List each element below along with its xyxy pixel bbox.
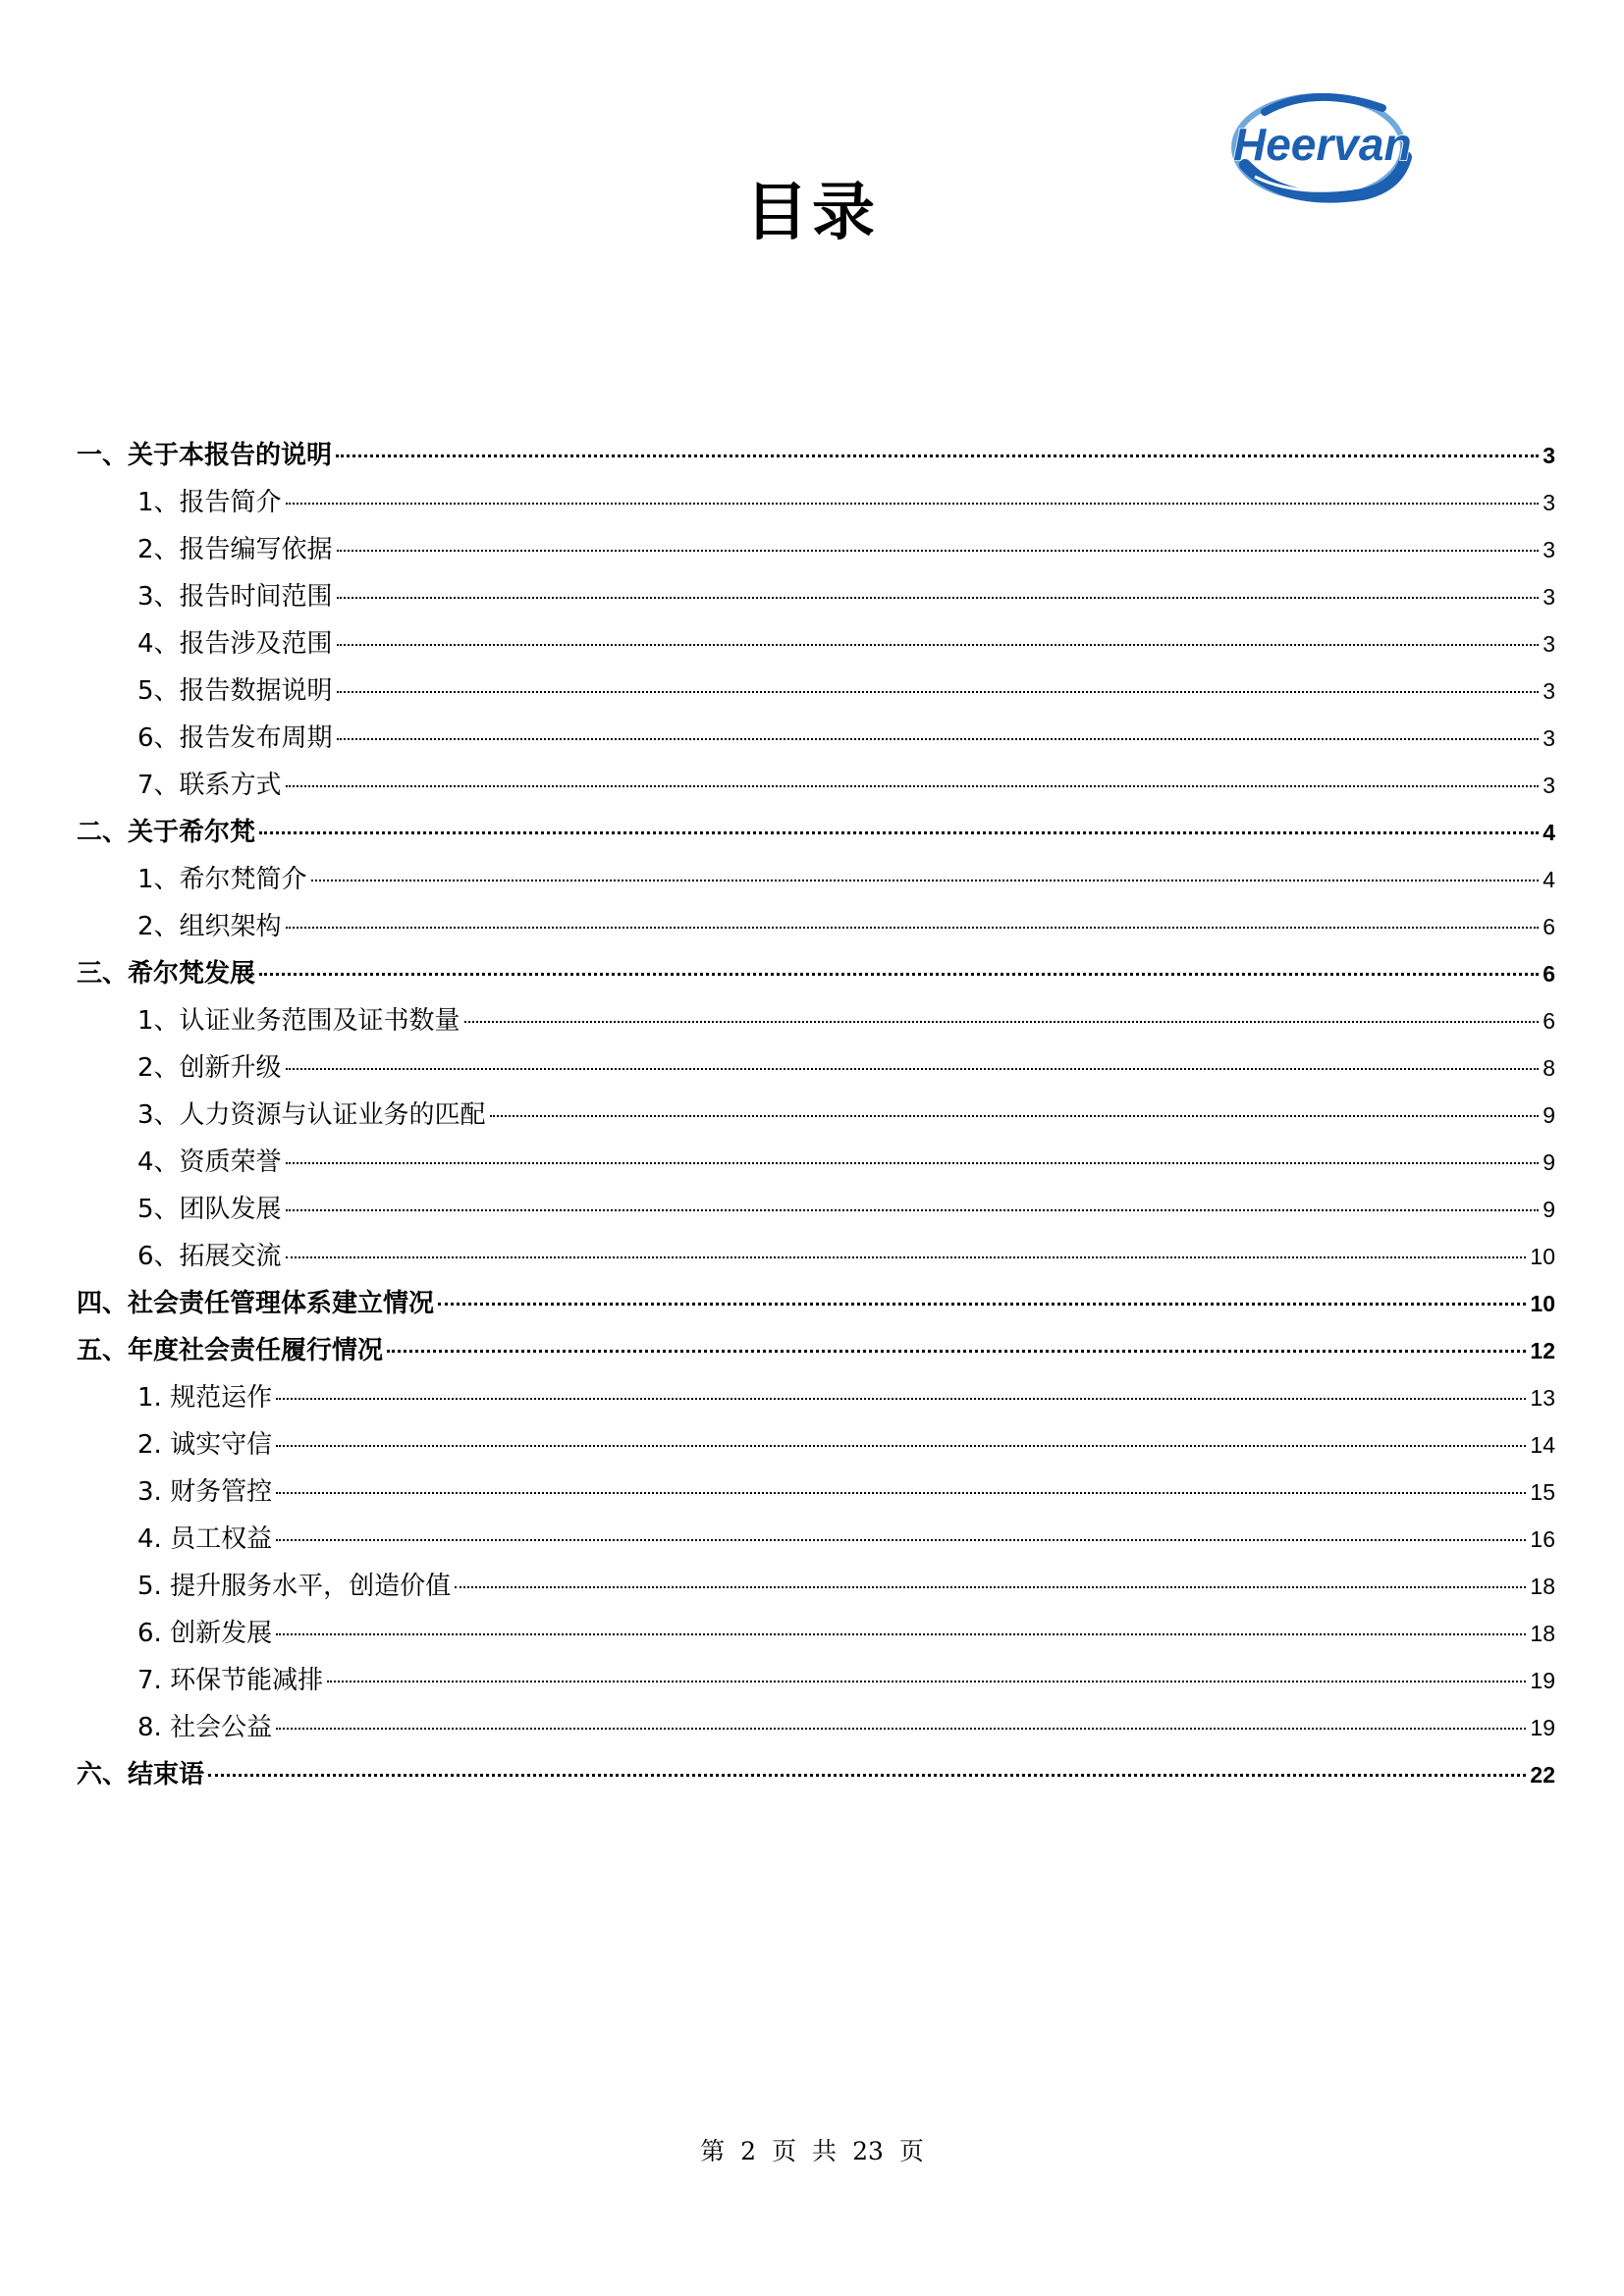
toc-entry-label: 2、创新升级: [137, 1053, 282, 1083]
toc-subsection-entry[interactable]: [77, 997, 1555, 1044]
toc-dot-leader: [259, 831, 1539, 834]
toc-dot-leader: [276, 1445, 1526, 1447]
toc-entry-page-number: 18: [1530, 1574, 1555, 1599]
toc-entry-page-number: 19: [1530, 1715, 1555, 1740]
toc-dot-leader: [286, 1209, 1540, 1211]
toc-entry-page-number: 4: [1543, 867, 1555, 892]
footer-total-word: 共: [812, 2137, 838, 2165]
toc-entry-label: 6、报告发布周期: [137, 723, 333, 753]
toc-subsection-entry[interactable]: [77, 1704, 1555, 1751]
toc-subsection-entry[interactable]: [77, 1139, 1555, 1186]
toc-section-entry[interactable]: [77, 432, 1555, 479]
toc-entry-page-number: 3: [1543, 443, 1555, 468]
toc-subsection-entry[interactable]: [77, 479, 1555, 526]
toc-entry-label: 6、拓展交流: [137, 1242, 282, 1271]
toc-entry-label: 1、希尔梵简介: [137, 865, 307, 894]
toc-entry-label: 8. 社会公益: [137, 1713, 273, 1742]
toc-dot-leader: [276, 1492, 1526, 1494]
toc-dot-leader: [464, 1021, 1540, 1023]
toc-entry-label: 7、联系方式: [137, 771, 282, 800]
toc-dot-leader: [286, 1256, 1527, 1258]
toc-entry-label: 2、组织架构: [137, 912, 282, 941]
toc-entry-page-number: 15: [1530, 1479, 1555, 1505]
footer-total-pages: 23: [852, 2137, 884, 2165]
toc-entry-page-number: 13: [1530, 1385, 1555, 1411]
toc-dot-leader: [276, 1728, 1526, 1730]
toc-entry-page-number: 3: [1543, 725, 1555, 751]
toc-entry-page-number: 6: [1543, 914, 1555, 939]
toc-subsection-entry[interactable]: [77, 1044, 1555, 1092]
toc-entry-page-number: 3: [1543, 773, 1555, 798]
toc-entry-label: 6. 创新发展: [137, 1619, 273, 1648]
toc-entry-page-number: 14: [1530, 1432, 1555, 1458]
toc-entry-label: 5、报告数据说明: [137, 676, 333, 706]
toc-subsection-entry[interactable]: [77, 762, 1555, 809]
toc-entry-page-number: 22: [1530, 1762, 1555, 1788]
toc-dot-leader: [336, 454, 1539, 457]
toc-subsection-entry[interactable]: [77, 1092, 1555, 1139]
footer-prefix: 第: [700, 2137, 726, 2165]
toc-subsection-entry[interactable]: [77, 667, 1555, 715]
footer-suffix: 页: [898, 2137, 924, 2165]
table-of-contents: [77, 432, 1555, 1798]
toc-dot-leader: [286, 1068, 1540, 1070]
toc-entry-page-number: 19: [1530, 1668, 1555, 1693]
toc-section-entry[interactable]: [77, 1327, 1555, 1374]
toc-subsection-entry[interactable]: [77, 1374, 1555, 1421]
toc-entry-page-number: 3: [1543, 490, 1555, 515]
toc-dot-leader: [387, 1350, 1526, 1353]
toc-subsection-entry[interactable]: [77, 1421, 1555, 1468]
toc-entry-page-number: 3: [1543, 584, 1555, 610]
toc-entry-page-number: 9: [1543, 1197, 1555, 1222]
toc-entry-page-number: 8: [1543, 1055, 1555, 1081]
toc-subsection-entry[interactable]: [77, 573, 1555, 620]
toc-subsection-entry[interactable]: [77, 1186, 1555, 1233]
toc-entry-page-number: 6: [1543, 1008, 1555, 1034]
footer-current-page: 2: [740, 2137, 757, 2165]
toc-dot-leader: [327, 1681, 1526, 1682]
toc-entry-label: 五、年度社会责任履行情况: [77, 1336, 384, 1365]
toc-subsection-entry[interactable]: [77, 1657, 1555, 1704]
toc-dot-leader: [455, 1586, 1526, 1588]
toc-entry-page-number: 3: [1543, 678, 1555, 704]
toc-dot-leader: [276, 1539, 1526, 1541]
toc-dot-leader: [286, 1162, 1540, 1164]
toc-entry-page-number: 12: [1530, 1338, 1555, 1363]
toc-entry-page-number: 9: [1543, 1102, 1555, 1128]
toc-entry-label: 2. 诚实守信: [137, 1430, 273, 1460]
page-footer: [0, 2132, 1624, 2171]
toc-entry-label: 7. 环保节能减排: [137, 1666, 324, 1695]
toc-dot-leader: [276, 1398, 1526, 1400]
toc-dot-leader: [276, 1633, 1526, 1635]
toc-entry-label: 六、结束语: [77, 1760, 205, 1789]
toc-entry-label: 5. 提升服务水平，创造价值: [137, 1572, 452, 1601]
toc-subsection-entry[interactable]: [77, 526, 1555, 573]
toc-subsection-entry[interactable]: [77, 1233, 1555, 1280]
toc-entry-label: 1. 规范运作: [137, 1383, 273, 1413]
toc-entry-page-number: 10: [1530, 1244, 1555, 1269]
toc-subsection-entry[interactable]: [77, 1563, 1555, 1610]
footer-page-word: 页: [772, 2137, 797, 2165]
toc-dot-leader: [286, 785, 1540, 787]
toc-subsection-entry[interactable]: [77, 1610, 1555, 1657]
toc-entry-page-number: 9: [1543, 1149, 1555, 1175]
toc-entry-label: 3、人力资源与认证业务的匹配: [137, 1100, 486, 1130]
page-title: 目录: [745, 177, 879, 249]
toc-dot-leader: [311, 880, 1540, 881]
toc-entry-label: 3、报告时间范围: [137, 582, 333, 612]
toc-entry-label: 四、社会责任管理体系建立情况: [77, 1289, 435, 1318]
logo-wordmark: Heervan: [1233, 119, 1412, 170]
toc-dot-leader: [438, 1303, 1526, 1306]
toc-dot-leader: [490, 1115, 1540, 1117]
toc-entry-label: 4、报告涉及范围: [137, 629, 333, 659]
toc-section-entry[interactable]: [77, 1751, 1555, 1798]
toc-entry-label: 一、关于本报告的说明: [77, 441, 333, 470]
toc-entry-label: 3. 财务管控: [137, 1477, 273, 1507]
toc-entry-label: 1、认证业务范围及证书数量: [137, 1006, 460, 1036]
toc-entry-label: 4、资质荣誉: [137, 1148, 282, 1177]
toc-section-entry[interactable]: [77, 1280, 1555, 1327]
toc-entry-label: 三、希尔梵发展: [77, 959, 256, 988]
toc-entry-page-number: 4: [1543, 820, 1555, 845]
toc-subsection-entry[interactable]: [77, 1468, 1555, 1516]
toc-dot-leader: [337, 550, 1540, 552]
toc-dot-leader: [337, 691, 1540, 693]
toc-entry-page-number: 16: [1530, 1526, 1555, 1552]
toc-entry-label: 2、报告编写依据: [137, 535, 333, 564]
toc-dot-leader: [286, 503, 1540, 505]
toc-dot-leader: [337, 644, 1540, 646]
toc-entry-page-number: 3: [1543, 631, 1555, 657]
toc-dot-leader: [259, 973, 1539, 976]
toc-subsection-entry[interactable]: [77, 856, 1555, 903]
toc-dot-leader: [286, 927, 1540, 929]
toc-entry-label: 4. 员工权益: [137, 1524, 273, 1554]
toc-entry-label: 5、团队发展: [137, 1195, 282, 1224]
toc-entry-label: 1、报告简介: [137, 488, 282, 517]
toc-subsection-entry[interactable]: [77, 903, 1555, 950]
toc-section-entry[interactable]: [77, 809, 1555, 856]
toc-entry-page-number: 10: [1530, 1291, 1555, 1316]
toc-dot-leader: [337, 597, 1540, 599]
toc-entry-page-number: 3: [1543, 537, 1555, 562]
toc-entry-page-number: 18: [1530, 1621, 1555, 1646]
toc-entry-label: 二、关于希尔梵: [77, 818, 256, 847]
toc-subsection-entry[interactable]: [77, 620, 1555, 667]
toc-dot-leader: [337, 738, 1540, 740]
toc-subsection-entry[interactable]: [77, 1516, 1555, 1563]
toc-subsection-entry[interactable]: [77, 715, 1555, 762]
toc-entry-page-number: 6: [1543, 961, 1555, 987]
toc-section-entry[interactable]: [77, 950, 1555, 997]
toc-dot-leader: [208, 1774, 1526, 1777]
